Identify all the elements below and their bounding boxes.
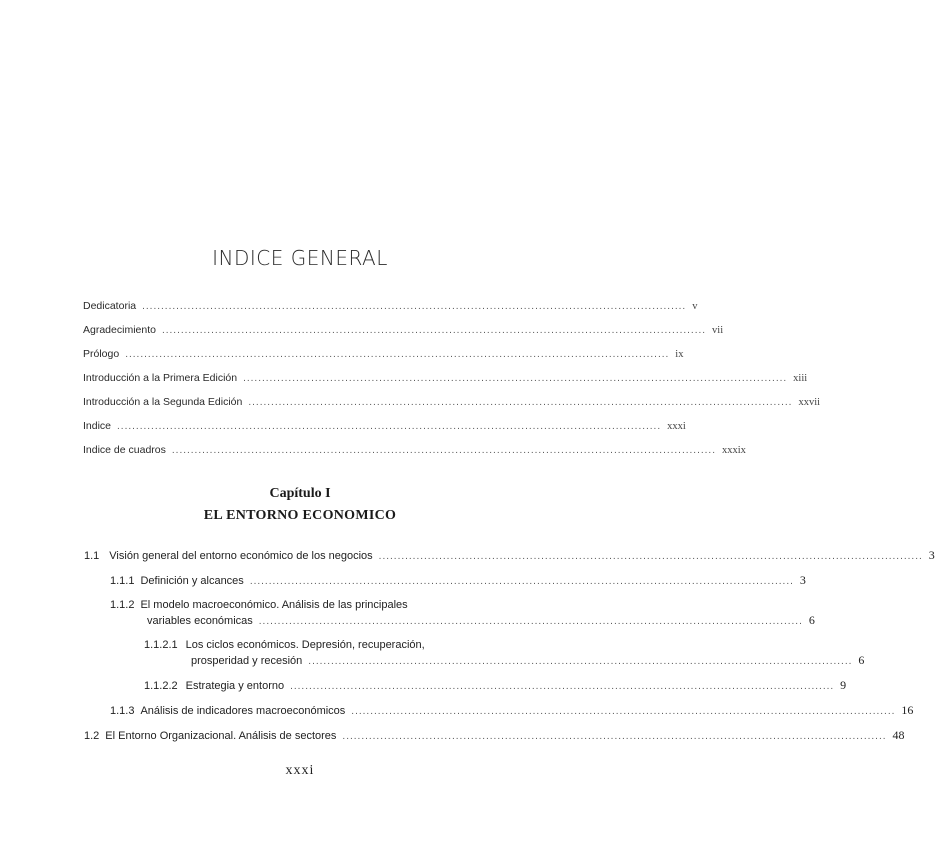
front-matter-item: [83, 420, 686, 444]
entry-page: vii: [712, 325, 724, 336]
entry-page: xxxix: [721, 445, 746, 456]
dot-leader: ................................................................................................................................................: [351, 706, 896, 717]
chapter-heading: [0, 486, 600, 524]
front-matter-item: [83, 444, 746, 468]
front-matter-item: [83, 324, 724, 348]
entry-page: v: [692, 301, 698, 312]
entry-label: Indice de cuadros: [83, 444, 166, 456]
toc-entry-text: prosperidad y recesión: [191, 655, 303, 667]
toc-entry-page: 16: [901, 703, 914, 717]
entry-page: xxxi: [667, 421, 686, 432]
dot-leader: ................................................................................................................................................: [117, 421, 662, 432]
toc-entry-page: 9: [840, 678, 847, 692]
dot-leader: ................................................................................................................................................: [290, 681, 835, 692]
entry-page: ix: [675, 349, 684, 360]
entry-label: Prólogo: [83, 348, 120, 360]
entry-label: Dedicatoria: [83, 300, 137, 312]
chapter-toc: [84, 548, 935, 744]
dot-leader: ................................................................................................................................................: [249, 576, 794, 587]
dot-leader: ................................................................................................................................................: [248, 397, 793, 408]
toc-entry-page: 6: [808, 613, 815, 627]
toc-entry-text: Visión general del entorno económico de los negocios: [109, 550, 373, 562]
toc-entry-number: 1.1.1: [110, 575, 135, 587]
dot-leader: ................................................................................................................................................: [342, 731, 887, 742]
entry-label: Introducción a la Segunda Edición: [83, 396, 243, 408]
entry-label: Introducción a la Primera Edición: [83, 372, 238, 384]
toc-entry-page: 3: [799, 573, 806, 587]
page-number: xxxi: [285, 763, 315, 778]
toc-entry-text: Estrategia y entorno: [185, 680, 285, 692]
entry-page: xiii: [793, 373, 808, 384]
toc-entry-page: 3: [928, 548, 935, 562]
toc-entry-number: 1.1.2.2: [144, 680, 178, 692]
front-matter-item: [83, 396, 821, 420]
toc-entry: [84, 703, 914, 719]
toc-entry-number: 1.1.2: [110, 599, 135, 611]
entry-label: Agradecimiento: [83, 324, 156, 336]
dot-leader: ................................................................................................................................................: [125, 349, 670, 360]
toc-entry-text: variables económicas: [147, 615, 253, 627]
dot-leader: ................................................................................................................................................: [258, 616, 803, 627]
dot-leader: ................................................................................................................................................: [171, 445, 716, 456]
toc-entry-text: El modelo macroeconómico. Análisis de las principales: [140, 599, 408, 611]
front-matter-list: [83, 300, 821, 468]
toc-entry-number: 1.1: [84, 550, 100, 562]
entry-page: xxvii: [798, 397, 821, 408]
toc-entry: [84, 638, 499, 653]
toc-entry-number: 1.1.3: [110, 705, 135, 717]
page-title: INDICE GENERAL: [212, 246, 388, 270]
dot-leader: ................................................................................................................................................: [378, 551, 923, 562]
front-matter-item: [83, 348, 684, 372]
front-matter-item: [83, 372, 808, 396]
toc-entry: [84, 678, 847, 694]
chapter-title: EL ENTORNO ECONOMICO: [203, 508, 397, 523]
toc-entry-continuation: [84, 613, 815, 629]
toc-entry-text: Análisis de indicadores macroeconómicos: [140, 705, 346, 717]
dot-leader: ................................................................................................................................................: [308, 656, 853, 667]
toc-entry-page: 48: [892, 728, 905, 742]
toc-entry: [84, 728, 905, 744]
toc-entry-text: Definición y alcances: [140, 575, 244, 587]
toc-entry-number: 1.1.2.1: [144, 639, 178, 651]
dot-leader: ................................................................................................................................................: [243, 373, 788, 384]
toc-entry-page: 6: [858, 653, 865, 667]
dot-leader: ................................................................................................................................................: [161, 325, 707, 336]
toc-entry-number: 1.2: [84, 730, 100, 742]
toc-entry-text: Los ciclos económicos. Depresión, recuperación,: [185, 639, 425, 651]
toc-entry: [84, 548, 935, 564]
toc-entry: [84, 598, 499, 613]
toc-entry-continuation: [84, 653, 865, 669]
toc-entry-text: El Entorno Organizacional. Análisis de sectores: [105, 730, 337, 742]
toc-entry: [84, 573, 806, 589]
chapter-number: Capítulo I: [269, 486, 331, 501]
dot-leader: ................................................................................................................................................: [142, 301, 687, 312]
front-matter-item: [83, 300, 698, 324]
entry-label: Indice: [83, 420, 112, 432]
